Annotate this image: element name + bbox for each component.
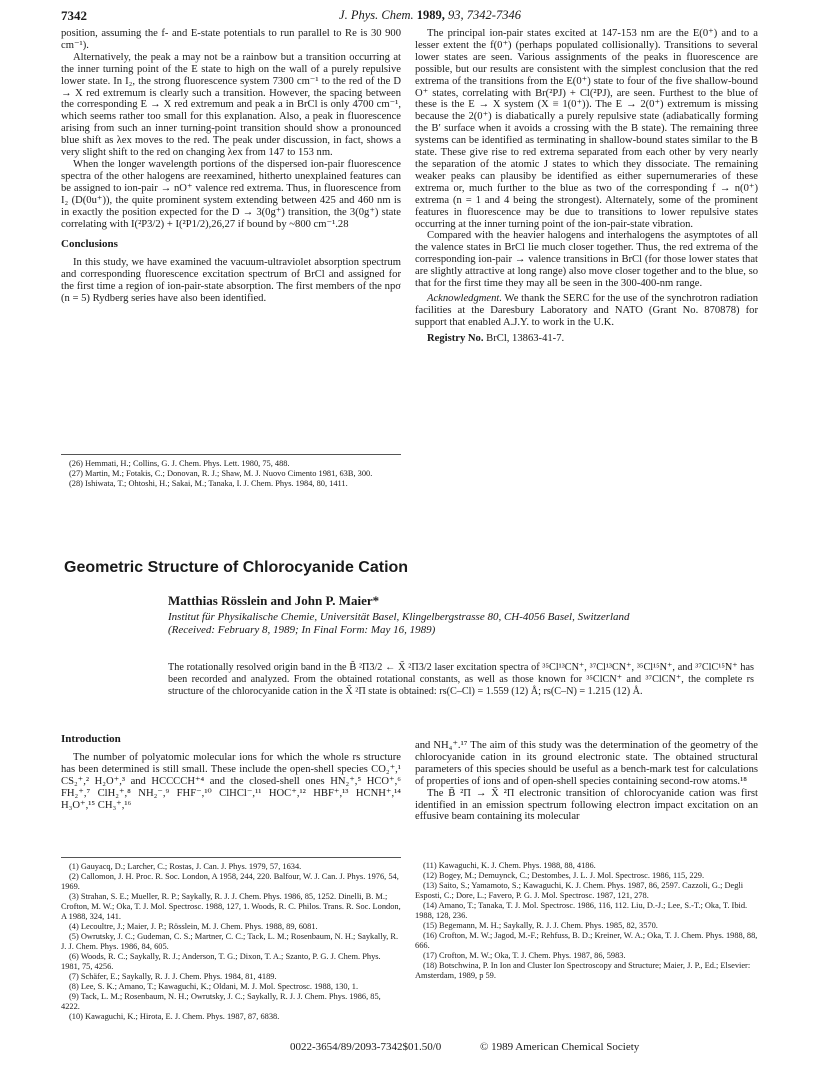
reference-item: (1) Gauyacq, D.; Larcher, C.; Rostas, J. Can. J. Phys. 1979, 57, 1634. [69, 862, 302, 871]
reference-item: (8) Lee, S. K.; Amano, T.; Kawaguchi, K.; Oldani, M. J. Mol. Spectrosc. 1988, 130, 1. [69, 982, 359, 991]
reference-list-top [61, 454, 401, 489]
intro-right-column [415, 740, 758, 823]
footer-code: 0022-3654/89/2093-7342$01.50/0 [290, 1041, 442, 1053]
footer-copyright: © 1989 American Chemical Society [480, 1041, 640, 1053]
paragraph: In this study, we have examined the vacuum-ultraviolet absorption spectrum and corresponding fluorescence excitation spectrum of BrCl and assigned for the first time a region of ion-pair-state absorption. The first members of the npσ (n = 5) Rydberg series have also been identified. [61, 257, 401, 305]
article-abstract: The rotationally resolved origin band in the B̃ ²Π3/2 ← X̃ ²Π3/2 laser excitation spectra of ³⁵Cl¹³CN⁺, ³⁷Cl¹³CN⁺, ³⁵Cl¹⁵N⁺, and ³⁷ClC¹⁵N⁺ has been recorded and analyzed. From the obtained rotational constants, as well as those known for ³⁵ClCN⁺ and ³⁷ClCN⁺, the complete rs structure of the chlorocyanide cation in the X̃ ²Π state is obtained: rs(C–Cl) = 1.559 (12) Å; rs(C–N) = 1.215 (12) Å. [168, 662, 754, 697]
reference-item: (12) Bogey, M.; Demuynck, C.; Destombes, J. L. J. Mol. Spectrosc. 1986, 115, 229. [423, 871, 705, 880]
paragraph: The principal ion-pair states excited at 147-153 nm are the E(0⁺) and to a lesser extent the f(0⁺) (perhaps populated collisionally). Transitions to several lower states are seen. Various assignments of the peaks in fluorescence are possible, but our results are consistent with the simplest conclusion that the red extrema of the transitions from the E(0⁺) state to four of the five shallow-bound O⁺ states, correlating with Br(²PJ) + Cl(²PJ), are seen. Furthest to the blue of these is the E → X system (X ≡ 1(0⁺)). The E → 2(0⁺) extremum is missing because the 2(0⁺) is diabatically a purely repulsive state (adiabatically forming the B′ surface when it avoids a crossing with the B state). The remaining three systems can be identified as terminating in shallow-bound states similar to the B state. These give rise to red extrema separated from each other by very nearly the separation of the atomic J states to which they dissociate. The remaining weaker peaks can plausiby be identified as either supernumeraries of these extrema or, much further to the blue as two of the corresponding f → n(0⁺) extrema (n = 1 and 4 being the strongest). Alternately, some of the prominent features in fluorescence may be due to transitions to lower repulsive states occurring at the inner turning point of the ion-pair-state vibration. [415, 28, 758, 230]
reference-list-right [415, 861, 758, 981]
paragraph: position, assuming the f- and E-state potentials to run parallel to Re is 30 900 cm⁻¹). [61, 28, 401, 51]
reference-item: (6) Woods, R. C.; Saykally, R. J.; Anderson, T. G.; Dixon, T. A.; Szanto, P. G. J. Chem. Phys. 1981, 75, 4256. [61, 952, 381, 971]
reference-item: (27) Martin, M.; Fotakis, C.; Donovan, R. J.; Shaw, M. J. Nuovo Cimento 1981, 63B, 300. [69, 469, 373, 478]
section-heading-conclusions: Conclusions [61, 238, 118, 251]
intro-left-column [61, 734, 401, 811]
journal-name: J. Phys. Chem. [339, 8, 414, 22]
reference-item: (3) Strahan, S. E.; Mueller, R. P.; Saykally, R. J. J. Chem. Phys. 1986, 85, 1252. Dinelli, B. M.; Crofton, M. W.; Oka, T. J. Mol. Spectrosc. 1988, 127, 1. Woods, R. C. Philos. Trans. R. Soc. London, A 1988, 324, 141. [61, 892, 401, 921]
reference-item: (9) Tack, L. M.; Rosenbaum, N. H.; Owrutsky, J. C.; Saykally, R. J. J. Chem. Phys. 1986, 85, 4222. [61, 992, 381, 1011]
affiliation-text: Institut für Physikalische Chemie, Universität Basel, Klingelbergstrasse 80, CH-4056 Basel, Switzerland [168, 611, 630, 623]
reference-item: (7) Schäfer, E.; Saykally, R. J. J. Chem. Phys. 1984, 81, 4189. [69, 972, 277, 981]
reference-item: (15) Begemann, M. H.; Saykally, R. J. J. Chem. Phys. 1985, 82, 3570. [423, 921, 658, 930]
journal-volume: 93, 7342-7346 [448, 8, 521, 22]
reference-item: (10) Kawaguchi, K.; Hirota, E. J. Chem. Phys. 1987, 87, 6838. [69, 1012, 280, 1021]
paragraph: and NH₄⁺.¹⁷ The aim of this study was the determination of the geometry of the chlorocyanide cation in its ground electronic state. The obtained structural parameters of this species should be useful as a bench-mark test for calculations of properties of ions and of open-shell species containing second-row atoms.¹⁸ [415, 740, 758, 787]
right-column [415, 28, 758, 345]
reference-item: (18) Botschwina, P. In Ion and Cluster Ion Spectroscopy and Structure; Maier, J. P., Ed.; Elsevier: Amsterdam, 1989, p 59. [415, 961, 751, 980]
registry [415, 333, 758, 345]
paragraph: Alternatively, the peak a may not be a rainbow but a transition occurring at the inner turning point of the E state to high on the wall of a purely repulsive lower state. In I₂, the strong fluorescence system 7300 cm⁻¹ to the red of the D → X red extremum is clearly such a transition. However, the spacing between the corresponding E → X red extremum and peak a in BrCl is only 4700 cm⁻¹, which seems rather too small for this explanation. Also, a peak in fluorescence arising from such an inner turning-point transition should show a pronounced blue shift as λex moves to the red. The peak under discussion, in fact, shows a very slight shift to the red on changing λex from 147 to 153 nm. [61, 51, 401, 159]
journal-year: 1989, [416, 8, 445, 22]
paragraph: Compared with the heavier halogens and interhalogens the asymptotes of all the valence states in BrCl lie much closer together. Thus, the red extrema of the corresponding ion-pair → valence transitions in BrCl (for those lower states that are slightly attractive at long range) also move closer together and to the blue, so that for the first time they may all be seen in the 300-400-nm range. [415, 230, 758, 290]
page-number: 7342 [61, 8, 87, 23]
article-affiliation [168, 611, 768, 637]
paragraph: The number of polyatomic molecular ions for which the whole rs structure has been determined is still small. These include the open-shell species CO₂⁺,¹ CS₂⁺,² H₂O⁺,³ and HCCCCH⁺⁴ and the closed-shell ones HN₂⁺,⁵ HCO⁺,⁶ FH₂⁺,⁷ ClH₂⁺,⁸ NH₂⁻,⁹ FHF⁻,¹⁰ ClHCl⁻,¹¹ HOC⁺,¹² HBF⁺,¹³ HCNH⁺,¹⁴ H₃O⁺,¹⁵ CH₃⁺,¹⁶ [61, 751, 401, 811]
acknowledgment [415, 293, 758, 329]
reference-list-left [61, 857, 401, 1022]
reference-item: (4) Lecoultre, J.; Maier, J. P.; Rösslein, M. J. Chem. Phys. 1988, 89, 6081. [69, 922, 318, 931]
reference-item: (17) Crofton, M. W.; Oka, T. J. Chem. Phys. 1987, 86, 5983. [423, 951, 626, 960]
section-heading-introduction: Introduction [61, 733, 121, 745]
left-column [61, 28, 401, 305]
paragraph: The B̃ ²Π → X̃ ²Π electronic transition of chlorocyanide cation was first identified in an emission spectrum following electron impact excitation on an effusive beam containing its molecular [415, 787, 758, 823]
reference-item: (26) Hemmati, H.; Collins, G. J. Chem. Phys. Lett. 1980, 75, 488. [69, 459, 290, 468]
registry-text: BrCl, 13863-41-7. [486, 332, 565, 344]
paragraph: When the longer wavelength portions of the dispersed ion-pair fluorescence spectra of the other halogens are reexamined, hitherto unexplained features can be assigned to ion-pair → nO⁺ valence red extrema. Thus, in fluorescence from I₂ (D(0u⁺)), the quite prominent system extending between 425 and 460 nm is in exactly the position expected for the D → 3(0g⁺) transition, the 3(0g⁺) state correlating with I(²P3/2) + I(²P1/2),26,27 if bound by ~800 cm⁻¹.28 [61, 158, 401, 230]
article-title: Geometric Structure of Chlorocyanide Cation [64, 559, 409, 576]
article-authors: Matthias Rösslein and John P. Maier* [168, 593, 380, 608]
reference-item: (16) Crofton, M. W.; Jagod, M.-F.; Rehfuss, B. D.; Kreiner, W. A.; Oka, T. J. Chem. Phys. 1988, 88, 666. [415, 931, 758, 950]
running-header [280, 8, 580, 23]
acknowledgment-text: We thank the SERC for the use of the synchrotron radiation facilities at the Daresbury Laboratory and NATO (Grant No. 870878) for support that enabled A.J.Y. to work in the U.K. [415, 292, 758, 328]
reference-item: (5) Owrutsky, J. C.; Gudeman, C. S.; Martner, C. C.; Tack, L. M.; Rosenbaum, N. H.; Saykally, R. J. J. Chem. Phys. 1986, 84, 605. [61, 932, 399, 951]
reference-item: (28) Ishiwata, T.; Ohtoshi, H.; Sakai, M.; Tanaka, I. J. Chem. Phys. 1984, 80, 1411. [69, 479, 348, 488]
reference-item: (14) Amano, T.; Tanaka, T. J. Mol. Spectrosc. 1986, 116, 112. Liu, D.-J.; Lee, S.-T.; Oka, T. Ibid. 1988, 128, 236. [415, 901, 748, 920]
reference-item: (13) Saito, S.; Yamamoto, S.; Kawaguchi, K. J. Chem. Phys. 1987, 86, 2597. Cazzoli, G.; Degli Esposti, C.; Dore, L.; Favero, P. G. J. Mol. Spectrosc. 1987, 121, 278. [415, 881, 744, 900]
reference-item: (2) Callomon, J. H. Proc. R. Soc. London, A 1958, 244, 220. Balfour, W. J. Can. J. Phys. 1976, 54, 1969. [61, 872, 399, 891]
acknowledgment-label: Acknowledgment. [427, 292, 503, 304]
reference-item: (11) Kawaguchi, K. J. Chem. Phys. 1988, 88, 4186. [423, 861, 596, 870]
received-dates: (Received: February 8, 1989; In Final Form: May 16, 1989) [168, 624, 436, 636]
registry-label: Registry No. [427, 332, 484, 344]
